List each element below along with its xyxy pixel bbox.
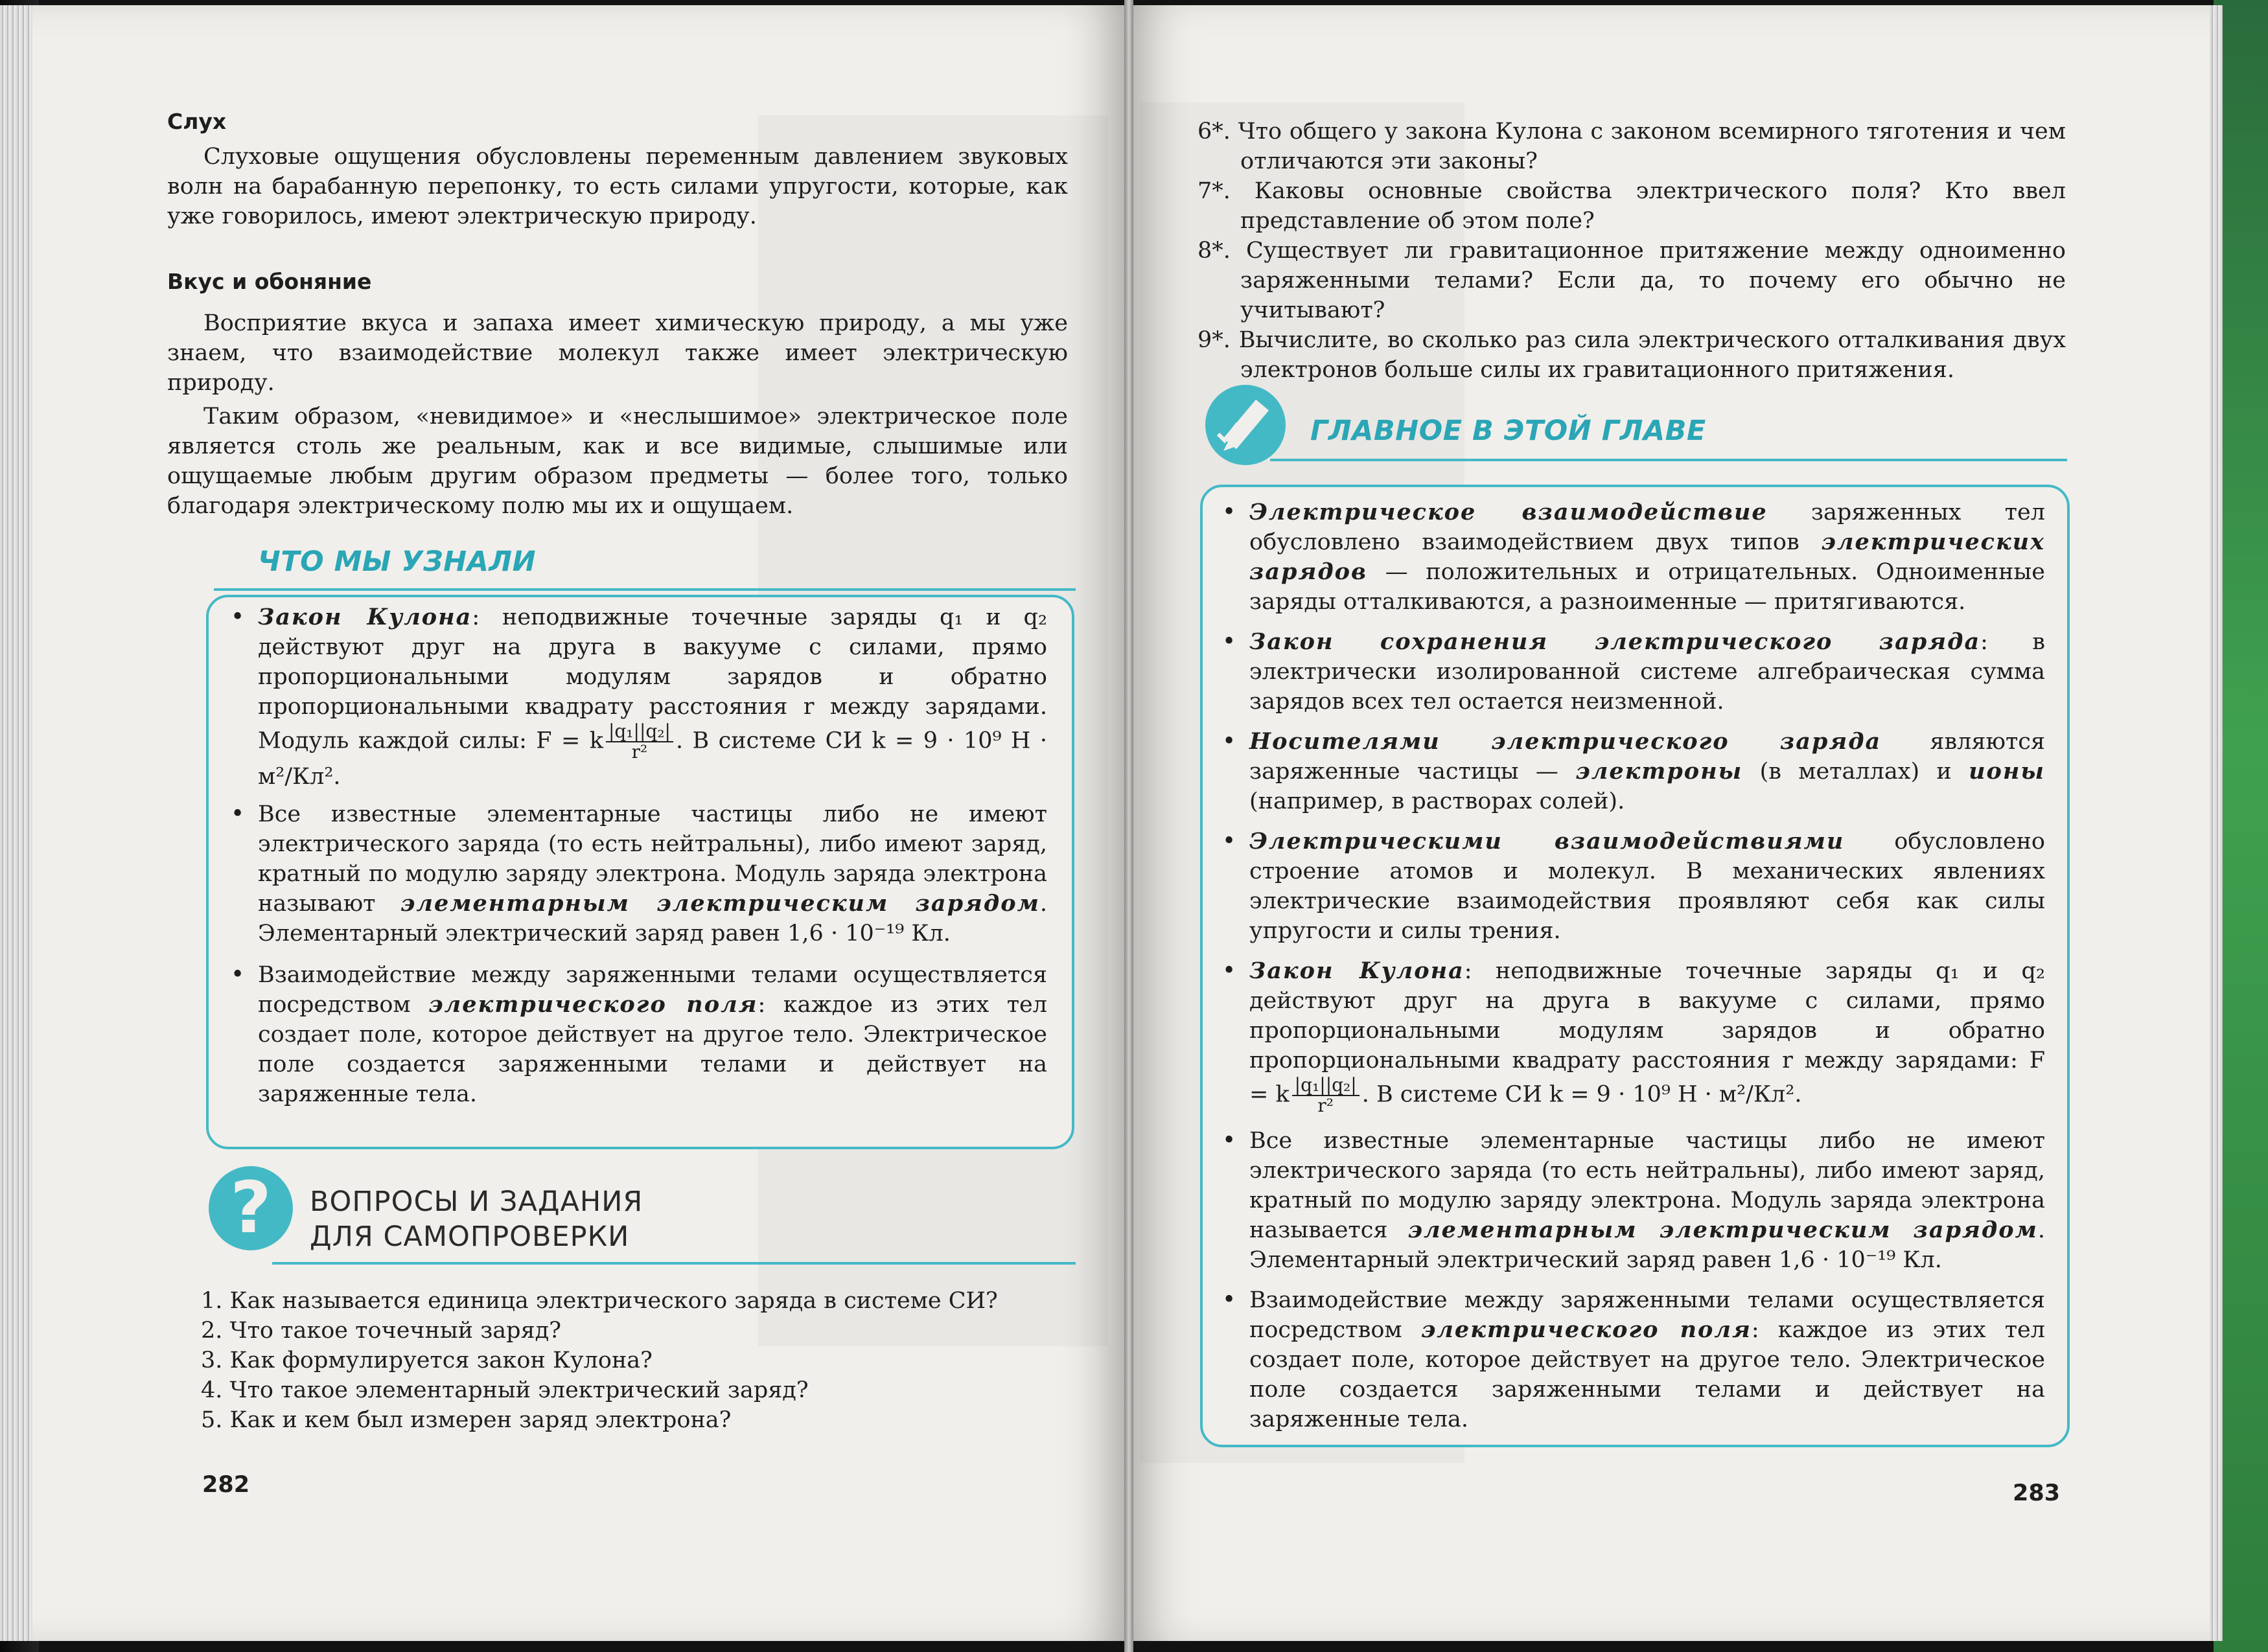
page-edges-right bbox=[2210, 5, 2223, 1641]
pencil-check-icon bbox=[1200, 374, 1297, 472]
learned-title-text: ЧТО МЫ УЗНАЛИ bbox=[258, 545, 537, 578]
summary-item-interaction: • Электрическое взаимодействие заряженных тел обусловлено взаимодействием двух типов электрических зарядов — положительных и отрицательных. Одноименные заряды отталкиваются, а разноименные — притягиваются. bbox=[1209, 498, 2045, 617]
svg-text:?: ? bbox=[230, 1166, 272, 1249]
summary-item-conservation: • Закон сохранения электрического заряда: в электрически изолированной системе алгебраическая сумма зарядов всех тел остается неизменной. bbox=[1209, 627, 2045, 717]
questions-title bbox=[310, 1184, 1023, 1254]
page-number-right: 283 bbox=[2013, 1480, 2061, 1506]
question-item: 1. Как называется единица электрического заряда в системе СИ? bbox=[201, 1288, 998, 1314]
learned-list bbox=[218, 602, 1047, 1109]
taste-section bbox=[167, 267, 1068, 521]
questions-list-right bbox=[1198, 117, 2066, 385]
coulomb-fraction: $\frac{\text{|q₁||q₂|}}{\text{r²}}$ bbox=[1292, 1075, 1360, 1116]
hearing-section bbox=[167, 107, 1068, 231]
question-item: 2. Что такое точечный заряд? bbox=[201, 1318, 561, 1344]
question-item: 7*. Каковы основные свойства электрического поля? Кто ввел представление об этом поле? bbox=[1198, 178, 2066, 234]
learned-item-field: • Взаимодействие между заряженными телами осуществляется посредством электрического поля: каждое из этих тел создает поле, которое действует на другое тело. Электрическое поле создается заряженными телами и действует на заряженные тела. bbox=[218, 960, 1047, 1109]
summary-item-coulomb: • Закон Кулона: неподвижные точечные заряды q₁ и q₂ действуют друг на друга в вакууме с силами, прямо пропорциональными модулям зарядов и обратно пропорциональными квадрату расстояния r между зарядами: F = k $\frac{\text{|q₁||q₂|}}{\text{r²}}$ . В системе СИ k = 9 · 10⁹ Н · м²/Кл². bbox=[1209, 956, 2045, 1116]
taste-text: Восприятие вкуса и запаха имеет химическую природу, а мы уже знаем, что взаимодействие молекул также имеет электрическую природу. bbox=[167, 310, 1068, 396]
learned-rule bbox=[214, 588, 1076, 591]
summary-item-elementary-charge: • Все известные элементарные частицы либо не имеют электрического заряда (то есть нейтральны), либо имеют заряд, кратный по модулю заряду электрона. Модуль заряда электрона называется элементарным электрическим зарядом. Элементарный электрический заряд равен 1,6 · 10⁻¹⁹ Кл. bbox=[1209, 1126, 2045, 1275]
question-item: 9*. Вычислите, во сколько раз сила электрического отталкивания двух электронов больше силы их гравитационного притяжения. bbox=[1198, 327, 2066, 383]
page-number-left: 282 bbox=[202, 1472, 250, 1498]
hearing-text: Слуховые ощущения обусловлены переменным давлением звуковых волн на барабанную перепонку, то есть силами упругости, которые, как уже говорилось, имеют электрическую природу. bbox=[167, 144, 1068, 229]
question-item: 5. Как и кем был измерен заряд электрона? bbox=[201, 1407, 732, 1433]
question-item: 6*. Что общего у закона Кулона с законом всемирного тяготения и чем отличаются эти законы? bbox=[1198, 119, 2066, 174]
summary-item-carriers: • Носителями электрического заряда являются заряженные частицы — электроны (в металлах) и ионы (например, в растворах солей). bbox=[1209, 727, 2045, 816]
learned-item-coulomb: • Закон Кулона: неподвижные точечные заряды q₁ и q₂ действуют друг на друга в вакууме с силами, прямо пропорциональными модулям зарядов и обратно пропорциональными квадрату расстояния r между зарядами. Модуль каждой силы: F = k $\frac{\text{|q₁||q₂|}}{\text{r²}}$ . В системе СИ k = 9 · 10⁹ Н · м²/Кл². bbox=[218, 602, 1047, 792]
learned-item-elementary-charge: • Все известные элементарные частицы либо не имеют электрического заряда (то есть нейтральны), либо имеют заряд, кратный по модулю заряду электрона. Модуль заряда электрона называют элементарным электрическим зарядом. Элементарный электрический заряд равен 1,6 · 10⁻¹⁹ Кл. bbox=[218, 799, 1047, 948]
questions-title-line2: ДЛЯ САМОПРОВЕРКИ bbox=[310, 1221, 630, 1253]
summary-item-field: • Взаимодействие между заряженными телами осуществляется посредством электрического поля: каждое из этих тел создает поле, которое действует на другое тело. Электрическое поле создается заряженными телами и действует на заряженные тела. bbox=[1209, 1285, 2045, 1434]
summary-title-text: ГЛАВНОЕ В ЭТОЙ ГЛАВЕ bbox=[1310, 415, 1706, 447]
learned-title bbox=[258, 545, 536, 578]
book-gutter bbox=[1124, 0, 1133, 1652]
question-mark-icon bbox=[202, 1160, 299, 1257]
hearing-heading: Слух bbox=[167, 109, 227, 134]
question-item: 3. Как формулируется закон Кулона? bbox=[201, 1348, 653, 1373]
question-item: 4. Что такое элементарный электрический заряд? bbox=[201, 1377, 809, 1403]
questions-rule bbox=[272, 1262, 1076, 1265]
summary-item-structure: • Электрическими взаимодействиями обусловлено строение атомов и молекул. В механических явлениях электрические взаимодействия проявляют себя как силы упругости и силы трения. bbox=[1209, 827, 2045, 946]
summary-rule bbox=[1270, 459, 2067, 461]
summary-list bbox=[1209, 498, 2045, 1434]
coulomb-fraction: $\frac{\text{|q₁||q₂|}}{\text{r²}}$ bbox=[606, 722, 673, 762]
questions-title-line1: ВОПРОСЫ И ЗАДАНИЯ bbox=[310, 1186, 643, 1218]
question-item: 8*. Существует ли гравитационное притяжение между одноименно заряженными телами? Если да, то почему его обычно не учитывают? bbox=[1198, 238, 2066, 323]
summary-title bbox=[1310, 415, 1706, 447]
taste-heading: Вкус и обоняние bbox=[167, 269, 372, 294]
questions-list-left bbox=[201, 1286, 1082, 1435]
taste-conclusion: Таким образом, «невидимое» и «неслышимое» электрическое поле является столь же реальным, как и все видимые, слышимые или ощущаемые любым другим образом предметы — более того, только благодаря электрическому полю мы их и ощущаем. bbox=[167, 404, 1068, 519]
